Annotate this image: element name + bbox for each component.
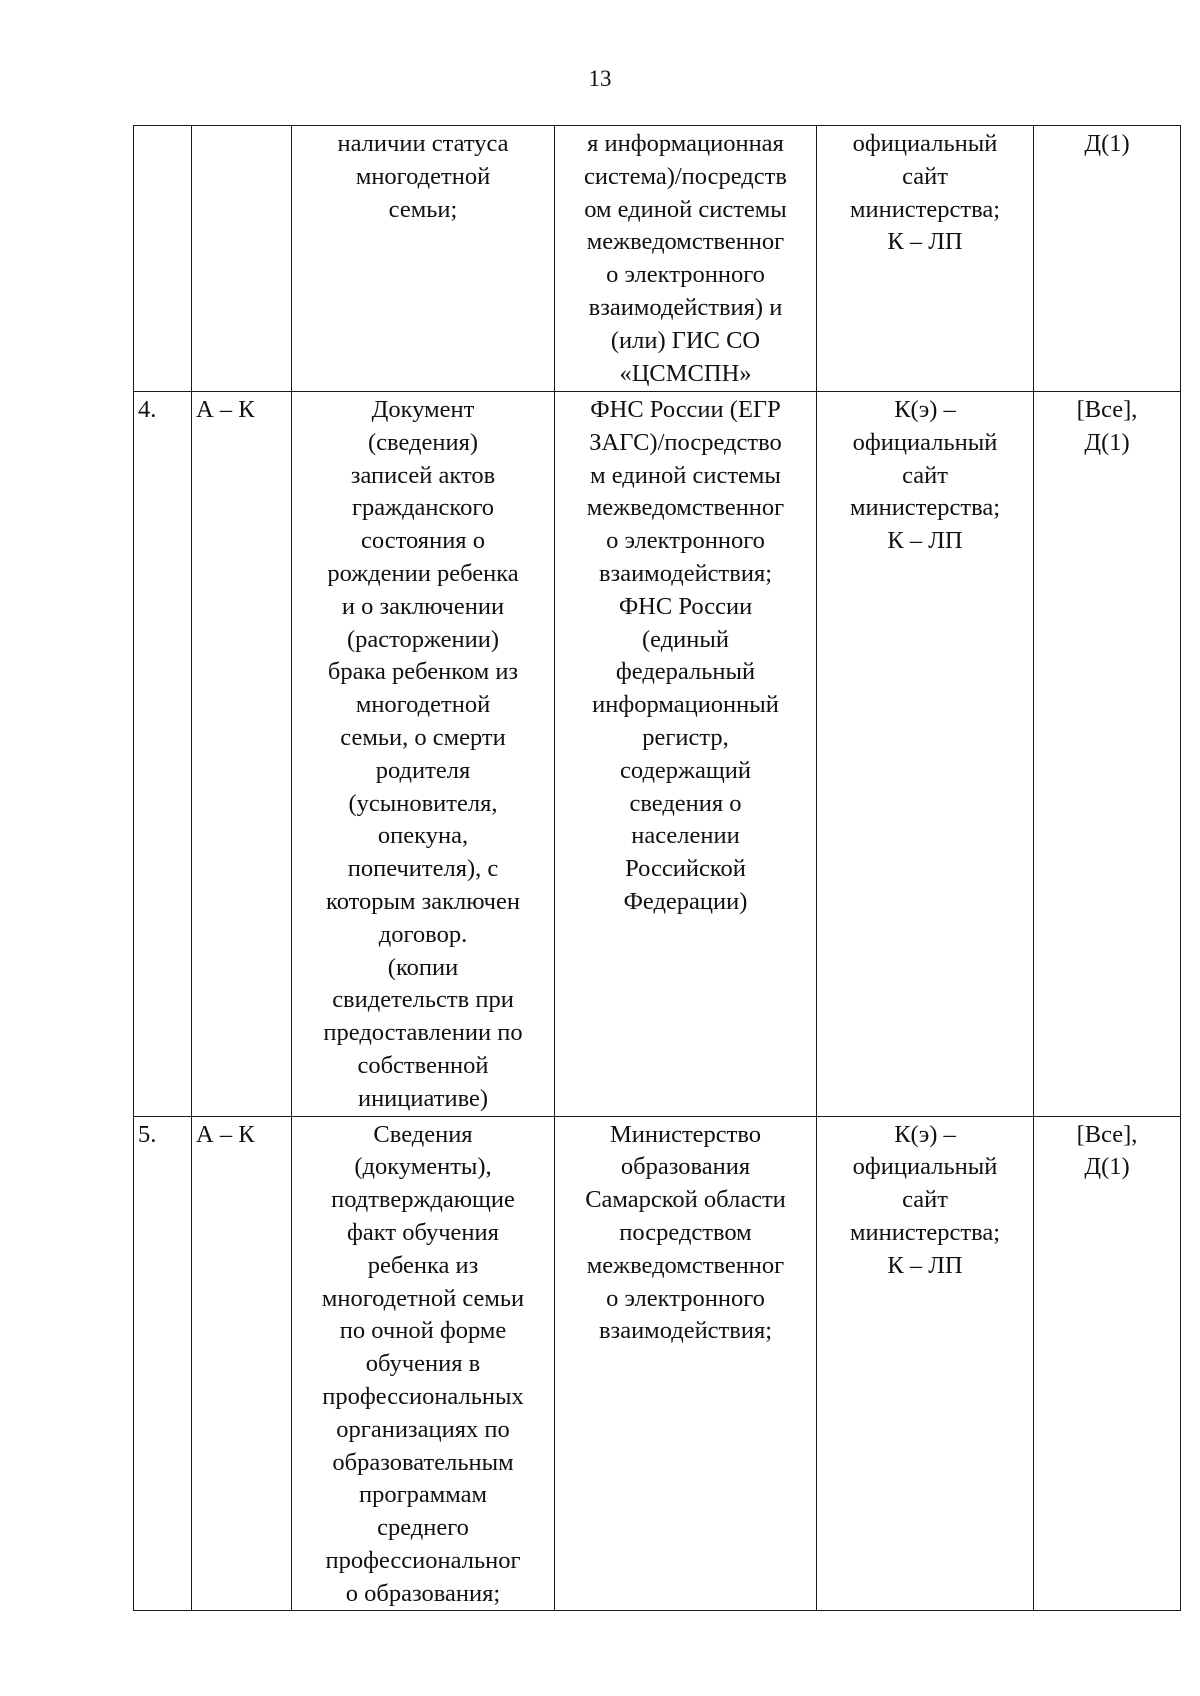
result-cell bbox=[1034, 392, 1181, 1117]
cell-text-line: я информационная bbox=[587, 130, 784, 157]
cell-text-line: содержащий bbox=[620, 756, 751, 784]
cell-text-line: «ЦСМСПН» bbox=[619, 359, 752, 387]
document-description-cell bbox=[292, 126, 555, 392]
cell-text-line: состояния о bbox=[361, 527, 485, 555]
cell-text-line: ФНС России (ЕГР bbox=[590, 396, 781, 423]
cell-text-line: опекуна, bbox=[377, 822, 469, 850]
cell-text-line: (усыновителя, bbox=[348, 789, 498, 817]
cell-text-line: К – ЛП bbox=[887, 1251, 963, 1279]
cell-text-line: профессиональног bbox=[325, 1546, 521, 1574]
cell-text-line: межведомственног bbox=[586, 228, 785, 256]
cell-text-line: регистр, bbox=[642, 723, 729, 751]
cell-text-line: (документы), bbox=[354, 1153, 492, 1181]
cell-text-line: образования bbox=[620, 1153, 751, 1181]
cell-text-line: (копии bbox=[387, 953, 459, 981]
cell-text-line: министерства; bbox=[849, 195, 1001, 223]
cell-text-line: система)/посредств bbox=[584, 162, 787, 190]
cell-text-line: о образования; bbox=[345, 1579, 501, 1607]
cell-text-line: свидетельств при bbox=[332, 986, 514, 1014]
cell-text-line: (единый bbox=[642, 625, 729, 653]
cell-text-line: федеральный bbox=[615, 658, 756, 686]
cell-text-line: многодетной bbox=[355, 691, 491, 719]
cell-text-line: ФНС России bbox=[618, 592, 753, 620]
cell-text-line: официальный bbox=[852, 428, 998, 456]
cell-text-line: сайт bbox=[902, 162, 948, 190]
cell-text-line: Федерации) bbox=[623, 887, 748, 915]
page-number: 13 bbox=[588, 66, 612, 91]
result-cell bbox=[1034, 1116, 1181, 1611]
cell-text-line: о электронного bbox=[606, 1284, 765, 1312]
table-row bbox=[134, 392, 1181, 1117]
cell-text-line: и о заключении bbox=[341, 592, 505, 620]
cell-text-line: программам bbox=[358, 1481, 487, 1509]
result-cell bbox=[1034, 126, 1181, 392]
submission-method-cell bbox=[817, 392, 1034, 1117]
cell-text-line: среднего bbox=[377, 1514, 469, 1542]
cell-text-line: взаимодействия) и bbox=[588, 293, 783, 321]
cell-text-line: межведомственног bbox=[586, 1251, 785, 1279]
cell-text-line: Д(1) bbox=[1084, 428, 1130, 456]
cell-text-line: родителя bbox=[375, 756, 471, 784]
cell-text-line: предоставлении по bbox=[323, 1019, 523, 1047]
cell-text-line: взаимодействия; bbox=[598, 1317, 773, 1345]
cell-text-line: ЗАГС)/посредство bbox=[589, 428, 782, 456]
cell-text-line: К – ЛП bbox=[887, 228, 963, 256]
cell-text-line: подтверждающие bbox=[331, 1186, 515, 1214]
cell-text-line: Самарской области bbox=[585, 1186, 786, 1214]
cell-text-line: многодетной семьи bbox=[321, 1284, 525, 1312]
cell-text-line: сведения о bbox=[629, 789, 742, 817]
document-description-cell bbox=[292, 1116, 555, 1611]
cell-text-line: сайт bbox=[902, 461, 948, 489]
cell-text-line: организациях по bbox=[336, 1415, 510, 1443]
cell-text-line: семьи, о смерти bbox=[340, 723, 506, 751]
cell-text-line: Сведения bbox=[373, 1120, 473, 1148]
cell-text-line: о электронного bbox=[606, 261, 765, 289]
cell-text-line: (сведения) bbox=[368, 428, 478, 456]
cell-text-line: официальный bbox=[852, 130, 998, 157]
cell-text-line: взаимодействия; bbox=[598, 559, 773, 587]
table-row bbox=[134, 126, 1181, 392]
cell-text-line: (или) ГИС СО bbox=[610, 326, 761, 354]
cell-text-line: многодетной bbox=[355, 162, 491, 190]
data-source-cell bbox=[555, 1116, 817, 1611]
applicant-category-cell: А – К bbox=[192, 1116, 292, 1611]
data-source-cell bbox=[555, 392, 817, 1117]
cell-text-line: Министерство bbox=[609, 1120, 762, 1148]
cell-text-line: К(э) – bbox=[894, 396, 956, 423]
cell-text-line: рождении ребенка bbox=[327, 559, 519, 587]
cell-text-line: наличии статуса bbox=[337, 130, 509, 157]
cell-text-line: официальный bbox=[852, 1153, 998, 1181]
cell-text-line: Д(1) bbox=[1084, 1153, 1130, 1181]
cell-text-line: гражданского bbox=[351, 494, 495, 522]
cell-text-line: обучения в bbox=[365, 1350, 481, 1378]
cell-text-line: образовательным bbox=[332, 1448, 514, 1476]
cell-text-line: министерства; bbox=[849, 494, 1001, 522]
cell-text-line: Российской bbox=[625, 855, 746, 883]
cell-text-line: о электронного bbox=[606, 527, 765, 555]
cell-text-line: которым заключен bbox=[326, 887, 520, 915]
document-table bbox=[133, 125, 1181, 1611]
cell-text-line: брака ребенком из bbox=[327, 658, 519, 686]
cell-text-line: К(э) – bbox=[894, 1120, 956, 1148]
cell-text-line: Документ bbox=[371, 396, 475, 423]
cell-text-line: Д(1) bbox=[1084, 130, 1130, 157]
cell-text-line: сайт bbox=[902, 1186, 948, 1214]
cell-text-line: по очной форме bbox=[339, 1317, 507, 1345]
cell-text-line: министерства; bbox=[849, 1218, 1001, 1246]
cell-text-line: ом единой системы bbox=[584, 195, 787, 223]
cell-text-line: К – ЛП bbox=[887, 527, 963, 555]
cell-text-line: посредством bbox=[619, 1218, 752, 1246]
cell-text-line: (расторжении) bbox=[346, 625, 499, 653]
cell-text-line: инициативе) bbox=[357, 1084, 489, 1112]
cell-text-line: факт обучения bbox=[347, 1218, 499, 1246]
data-source-cell bbox=[555, 126, 817, 392]
row-number-cell: 4. bbox=[134, 392, 192, 1117]
cell-text-line: попечителя), с bbox=[347, 855, 499, 883]
cell-text-line: ребенка из bbox=[367, 1251, 479, 1279]
cell-text-line: м единой системы bbox=[590, 461, 781, 489]
submission-method-cell bbox=[817, 126, 1034, 392]
table-row bbox=[134, 1116, 1181, 1611]
cell-text-line: межведомственног bbox=[586, 494, 785, 522]
cell-text-line: семьи; bbox=[388, 195, 458, 223]
applicant-category-cell: А – К bbox=[192, 392, 292, 1117]
row-number-cell bbox=[134, 126, 192, 392]
applicant-category-cell bbox=[192, 126, 292, 392]
cell-text-line: населении bbox=[631, 822, 740, 850]
document-description-cell bbox=[292, 392, 555, 1117]
row-number-cell: 5. bbox=[134, 1116, 192, 1611]
cell-text-line: собственной bbox=[357, 1051, 489, 1079]
cell-text-line: [Все], bbox=[1076, 396, 1138, 423]
cell-text-line: информационный bbox=[592, 691, 779, 719]
cell-text-line: [Все], bbox=[1076, 1120, 1138, 1148]
cell-text-line: профессиональных bbox=[322, 1382, 524, 1410]
submission-method-cell bbox=[817, 1116, 1034, 1611]
cell-text-line: договор. bbox=[378, 920, 468, 948]
cell-text-line: записей актов bbox=[350, 461, 496, 489]
